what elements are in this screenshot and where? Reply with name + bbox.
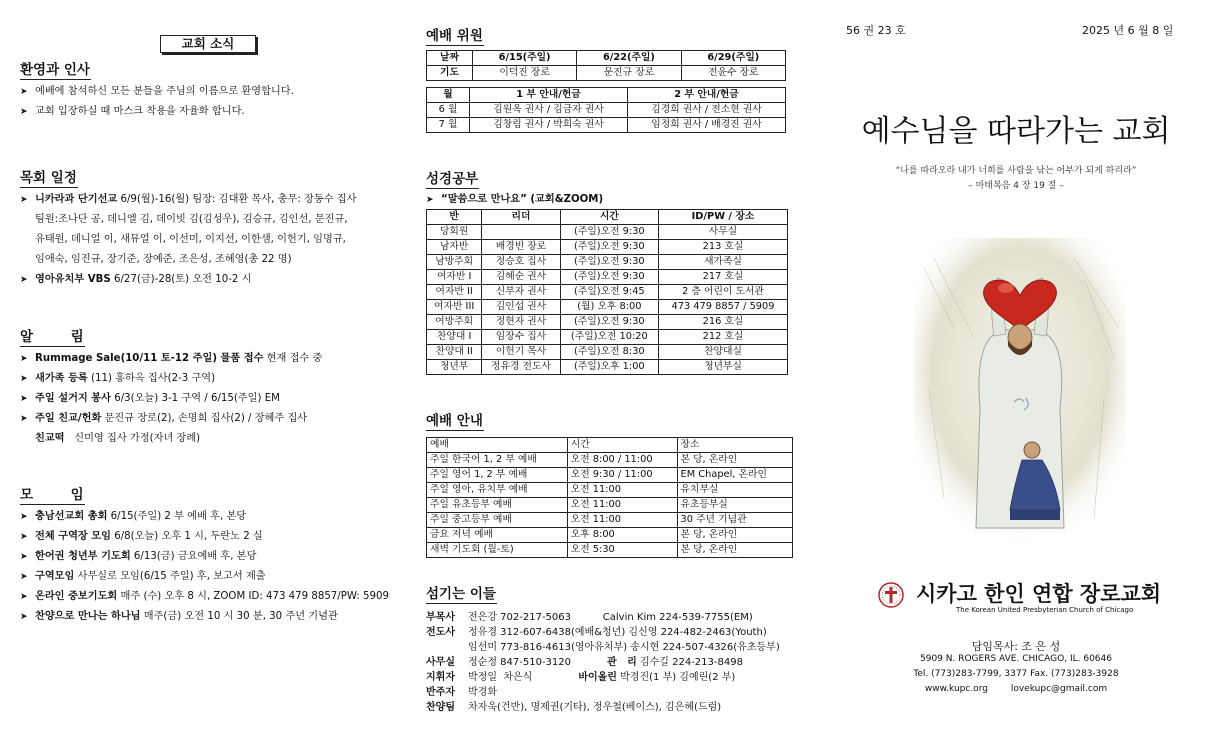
ministry-team-line: 임애숙, 임진규, 장기준, 장예준, 조은성, 조혜영(총 22 명) xyxy=(35,254,292,265)
church-logo-icon xyxy=(878,582,904,608)
church-email-link[interactable]: lovekupc@gmail.com xyxy=(1010,684,1108,694)
table-cell: 여자반 III xyxy=(427,300,482,315)
notice-extra xyxy=(20,429,322,449)
table-cell: 216 호실 xyxy=(659,315,788,330)
table-header: 반 xyxy=(427,210,482,225)
church-name: 시카고 한인 연합 장로교회 xyxy=(916,582,1162,606)
worship-guide-heading: 예배 안내 xyxy=(426,409,484,431)
server-names: 정유경 312-607-6438(예배&청년) 김신영 224-482-2463(Youth) xyxy=(468,627,767,638)
meeting-item xyxy=(20,587,389,607)
table-row xyxy=(427,118,786,133)
table-cell: 이헌기 목사 xyxy=(482,345,560,360)
table-cell: (주일)오전 9:30 xyxy=(560,315,658,330)
table-cell: 오전 8:00 / 11:00 xyxy=(567,453,677,468)
table-cell: (주일)오전 9:30 xyxy=(560,255,658,270)
notice-item xyxy=(20,409,322,429)
ministry-item xyxy=(20,270,356,290)
table-cell: 주일 영어 1, 2 부 예배 xyxy=(427,468,568,483)
ministry-team-line: 유태원, 데니얼 이, 새뮤얼 이, 이선미, 이지선, 이한샘, 이헌기, 임명규, xyxy=(35,234,346,245)
server-role: 찬양팀 xyxy=(426,702,455,713)
table-row xyxy=(427,483,793,498)
table-header: 날짜 xyxy=(427,51,473,66)
table-header: 장소 xyxy=(677,438,792,453)
meetings-section xyxy=(20,483,389,627)
notice-item-text: 문진규 장로(2), 손명희 집사(2) / 장혜주 집사 xyxy=(101,413,308,424)
notice-item-title: 주일 설거지 봉사 xyxy=(35,393,111,404)
worship-committee-heading: 예배 위원 xyxy=(426,24,484,46)
notice-extra-title: 친교떡 xyxy=(35,433,65,444)
server-line xyxy=(426,640,780,655)
ministry-team-line: 팀원:조나단 공, 데니엘 김, 데이빗 김(김성우), 김승규, 김인선, 문진규, xyxy=(35,214,348,225)
table-cell: 본 당, 온라인 xyxy=(677,453,792,468)
server-role: 반주자 xyxy=(426,687,455,698)
table-cell: 212 호실 xyxy=(659,330,788,345)
server-line xyxy=(426,685,780,700)
table-cell: 주일 영아, 유치부 예배 xyxy=(427,483,568,498)
table-row xyxy=(427,225,788,240)
table-row xyxy=(427,528,793,543)
table-row xyxy=(427,360,788,375)
server-names: 김수길 224-213-8498 xyxy=(636,657,743,668)
cover-verse: “나를 따라오라 내가 너희를 사람을 낚는 어부가 되게 하리라” xyxy=(895,166,1137,176)
table-cell: (주일)오전 9:45 xyxy=(560,285,658,300)
table-cell: 청년부 xyxy=(427,360,482,375)
notice-heading: 알 림 xyxy=(20,325,85,347)
bible-study-section xyxy=(426,167,788,375)
table-cell: (주일)오후 1:00 xyxy=(560,360,658,375)
table-cell: 정현자 권사 xyxy=(482,315,560,330)
table-cell: 정승호 집사 xyxy=(482,255,560,270)
table-cell: 금요 저녁 예배 xyxy=(427,528,568,543)
cover-title: 예수님을 따라가는 교회 xyxy=(861,114,1171,149)
table-cell: 217 호실 xyxy=(659,270,788,285)
ministry-item xyxy=(20,190,356,210)
server-role: 지휘자 xyxy=(426,672,455,683)
meeting-item-title: 구역모임 xyxy=(35,571,75,582)
server-role: 전도사 xyxy=(426,627,455,638)
worship-committee-section xyxy=(426,24,786,133)
table-cell: 오전 9:30 / 11:00 xyxy=(567,468,677,483)
table-cell: 6 월 xyxy=(427,103,470,118)
table-header: 6/15(주일) xyxy=(472,51,576,66)
notice-item xyxy=(20,349,322,369)
table-cell: 여방주회 xyxy=(427,315,482,330)
meeting-item-text: 매주(금) 오전 10 시 30 분, 30 주년 기념관 xyxy=(140,611,338,622)
usher-table xyxy=(426,87,786,133)
ministry-item-text: 6/9(월)-16(월) 팀장: 김대환 목사, 총무: 장동수 집사 xyxy=(117,194,357,205)
welcome-section xyxy=(20,58,294,122)
table-cell: 찬양대 II xyxy=(427,345,482,360)
notice-extra-text: 신미영 집사 가정(자녀 장례) xyxy=(64,433,201,444)
table-row xyxy=(427,300,788,315)
ministry-item-text: 6/27(금)-28(토) 오전 10-2 시 xyxy=(110,274,252,285)
table-cell: 임장수 집사 xyxy=(482,330,560,345)
table-cell: 새벽 기도회 (월-토) xyxy=(427,543,568,558)
table-header: 시간 xyxy=(560,210,658,225)
meeting-item-title: 한어권 청년부 기도회 xyxy=(35,551,131,562)
table-cell: 청년부실 xyxy=(659,360,788,375)
table-row xyxy=(427,315,788,330)
server-names: 박경화 xyxy=(468,687,497,698)
table-cell: 유치부실 xyxy=(677,483,792,498)
table-row xyxy=(427,543,793,558)
bible-study-subtitle: ➤ “말씀으로 만나요” (교회&ZOOM) xyxy=(426,191,788,209)
table-cell: 2 층 어린이 도서관 xyxy=(659,285,788,300)
meeting-item-title: 충남선교회 총회 xyxy=(35,511,108,522)
worship-guide-section xyxy=(426,409,793,558)
ministry-section xyxy=(20,166,356,290)
table-header: 리더 xyxy=(482,210,560,225)
table-cell: (주일)오전 10:20 xyxy=(560,330,658,345)
notice-section xyxy=(20,325,322,449)
table-cell: (주일)오전 9:30 xyxy=(560,240,658,255)
table-cell: 기도 xyxy=(427,66,473,81)
table-row xyxy=(427,285,788,300)
meeting-item xyxy=(20,607,389,627)
bible-study-table xyxy=(426,209,788,375)
table-cell: 찬양대실 xyxy=(659,345,788,360)
table-cell: 7 월 xyxy=(427,118,470,133)
server-names: 전은강 702-217-5063 Calvin Kim 224-539-7755(EM) xyxy=(468,612,753,623)
table-cell: 오전 11:00 xyxy=(567,483,677,498)
table-row xyxy=(427,345,788,360)
church-phone: Tel. (773)283-7799, 3377 Fax. (773)283-3928 xyxy=(913,669,1119,679)
table-header: 예배 xyxy=(427,438,568,453)
table-cell: 주일 유초등부 예배 xyxy=(427,498,568,513)
server-line xyxy=(426,655,780,670)
meeting-item-text: 6/8(오늘) 오후 1 시, 두란노 2 실 xyxy=(110,531,263,542)
notice-item-title: 주일 친교/헌화 xyxy=(35,413,102,424)
table-header: 6/22(주일) xyxy=(577,51,681,66)
ministry-item-title: 니카라과 단기선교 xyxy=(35,194,118,205)
table-header: 6/29(주일) xyxy=(681,51,785,66)
bulletin-date: 2025 년 6 월 8 일 xyxy=(1082,24,1174,37)
table-row xyxy=(427,255,788,270)
table-cell: 문진규 장로 xyxy=(577,66,681,81)
server-names: 차자욱(건반), 명제권(기타), 정우철(베이스), 김은혜(드럼) xyxy=(468,702,722,713)
servers-list xyxy=(426,610,780,715)
server-role: 사무실 xyxy=(426,657,455,668)
table-cell: 오전 11:00 xyxy=(567,498,677,513)
notice-item xyxy=(20,389,322,409)
table-row xyxy=(427,240,788,255)
table-cell: 30 주년 기념관 xyxy=(677,513,792,528)
table-cell: 주일 중고등부 예배 xyxy=(427,513,568,528)
table-cell: 배경빈 장로 xyxy=(482,240,560,255)
table-row xyxy=(427,513,793,528)
meeting-item-text: 사무실로 모임(6/15 주일) 후, 보고서 제출 xyxy=(74,571,266,582)
ministry-item-title: 영아유치부 VBS xyxy=(35,274,111,285)
table-row xyxy=(427,468,793,483)
table-header: 2 부 안내/헌금 xyxy=(628,88,786,103)
table-cell: 찬양대 I xyxy=(427,330,482,345)
table-header: 시간 xyxy=(567,438,677,453)
meeting-item-text: 매주 (수) 오후 8 시, ZOOM ID: 473 479 8857/PW: 5909 xyxy=(117,591,389,602)
notice-item-text: 현재 접수 중 xyxy=(263,353,323,364)
table-cell: 여자반 I xyxy=(427,270,482,285)
meeting-item-title: 전체 구역장 모임 xyxy=(35,531,111,542)
meeting-item-text: 6/13(금) 금요예배 후, 본당 xyxy=(130,551,257,562)
server-names: 정순정 847-510-3120 xyxy=(468,657,571,668)
notice-item-title: 새가족 등록 xyxy=(35,373,88,384)
table-cell xyxy=(482,225,560,240)
bible-study-heading: 성경공부 xyxy=(426,167,479,189)
table-cell: 남자반 xyxy=(427,240,482,255)
table-cell: 473 479 8857 / 5909 xyxy=(659,300,788,315)
server-line xyxy=(426,700,780,715)
notice-item-text: (11) 홍하옥 집사(2-3 구역) xyxy=(87,373,216,384)
server-role: 바이올린 xyxy=(578,672,617,683)
notice-item-title: Rummage Sale(10/11 토-12 주일) 물품 접수 xyxy=(35,353,264,364)
table-cell: 213 호실 xyxy=(659,240,788,255)
church-contact xyxy=(826,684,1206,694)
meeting-item xyxy=(20,507,389,527)
meeting-item xyxy=(20,567,389,587)
meeting-item-title: 온라인 중보기도회 xyxy=(35,591,118,602)
table-cell: 오전 5:30 xyxy=(567,543,677,558)
welcome-item: ➤ 예배에 참석하신 모든 분들을 주님의 이름으로 환영합니다. xyxy=(20,82,294,102)
table-header: 1 부 안내/헌금 xyxy=(470,88,628,103)
table-cell: 유초등부실 xyxy=(677,498,792,513)
table-cell: 김경희 권사 / 전소현 권사 xyxy=(628,103,786,118)
table-row xyxy=(427,270,788,285)
server-role: 부목사 xyxy=(426,612,455,623)
welcome-item: ➤ 교회 입장하실 때 마스크 착용을 자율화 합니다. xyxy=(20,102,294,122)
server-line xyxy=(426,610,780,625)
senior-pastor: 담임목사: 조 은 성 xyxy=(971,640,1061,653)
server-line xyxy=(426,670,780,685)
ministry-heading: 목회 일정 xyxy=(20,166,78,188)
server-role: 관 리 xyxy=(607,657,637,668)
table-cell: (주일)오전 8:30 xyxy=(560,345,658,360)
meetings-heading: 모 임 xyxy=(20,483,85,505)
prayer-table xyxy=(426,50,786,81)
table-cell: 남방주회 xyxy=(427,255,482,270)
table-header: ID/PW / 장소 xyxy=(659,210,788,225)
table-cell: 오후 8:00 xyxy=(567,528,677,543)
table-cell: 당회원 xyxy=(427,225,482,240)
news-title: 교회 소식 xyxy=(160,35,256,53)
welcome-heading: 환영과 인사 xyxy=(20,58,91,80)
table-cell: 사무실 xyxy=(659,225,788,240)
server-names: 박경진(1 부) 김예린(2 부) xyxy=(616,672,736,683)
church-website-link[interactable]: www.kupc.org xyxy=(924,684,988,694)
table-cell: (월) 오후 8:00 xyxy=(560,300,658,315)
table-cell: 여자반 II xyxy=(427,285,482,300)
table-cell: 이덕진 장로 xyxy=(472,66,576,81)
servers-section xyxy=(426,582,780,715)
table-cell: 본 당, 온라인 xyxy=(677,528,792,543)
cover-verse-ref: – 마태복음 4 장 19 절 – xyxy=(968,181,1064,191)
table-cell: 새가족실 xyxy=(659,255,788,270)
table-cell: (주일)오전 9:30 xyxy=(560,225,658,240)
meeting-item-title: 찬양으로 만나는 하나님 xyxy=(35,611,141,622)
volume-number: 56 권 23 호 xyxy=(846,24,906,37)
table-cell: 전윤수 장로 xyxy=(681,66,785,81)
table-row xyxy=(427,498,793,513)
meeting-item xyxy=(20,527,389,547)
meeting-item xyxy=(20,547,389,567)
church-name-english: The Korean United Presbyterian Church of Chicago xyxy=(956,606,1134,614)
table-cell: 김인섭 권사 xyxy=(482,300,560,315)
meeting-item-text: 6/15(주일) 2 부 예배 후, 본당 xyxy=(107,511,247,522)
table-cell: 본 당, 온라인 xyxy=(677,543,792,558)
table-row xyxy=(427,453,793,468)
servers-heading: 섬기는 이들 xyxy=(426,582,497,604)
server-names: 박정일 차은식 xyxy=(468,672,533,683)
church-address: 5909 N. ROGERS AVE. CHICAGO, IL. 60646 xyxy=(920,654,1112,664)
table-cell: 주일 한국어 1, 2 부 예배 xyxy=(427,453,568,468)
server-line xyxy=(426,625,780,640)
notice-item-text: 6/3(오늘) 3-1 구역 / 6/15(주일) EM xyxy=(110,393,280,404)
jesus-heart-illustration xyxy=(914,238,1126,538)
table-row xyxy=(427,103,786,118)
server-names: 임선미 773-816-4613(영아유치부) 송시현 224-507-4326(유초등부) xyxy=(468,642,780,653)
table-cell: EM Chapel, 온라인 xyxy=(677,468,792,483)
notice-item xyxy=(20,369,322,389)
table-cell: 임정희 권사 / 배경진 권사 xyxy=(628,118,786,133)
table-cell: 신부자 권사 xyxy=(482,285,560,300)
table-cell: 김혜순 권사 xyxy=(482,270,560,285)
table-cell: 김창림 권사 / 박희숙 권사 xyxy=(470,118,628,133)
table-row xyxy=(427,330,788,345)
table-cell: (주일)오전 9:30 xyxy=(560,270,658,285)
table-header: 월 xyxy=(427,88,470,103)
worship-guide-table xyxy=(426,437,793,558)
table-cell: 정유경 전도사 xyxy=(482,360,560,375)
table-cell: 김원옥 권사 / 김금자 권사 xyxy=(470,103,628,118)
table-cell: 오전 11:00 xyxy=(567,513,677,528)
